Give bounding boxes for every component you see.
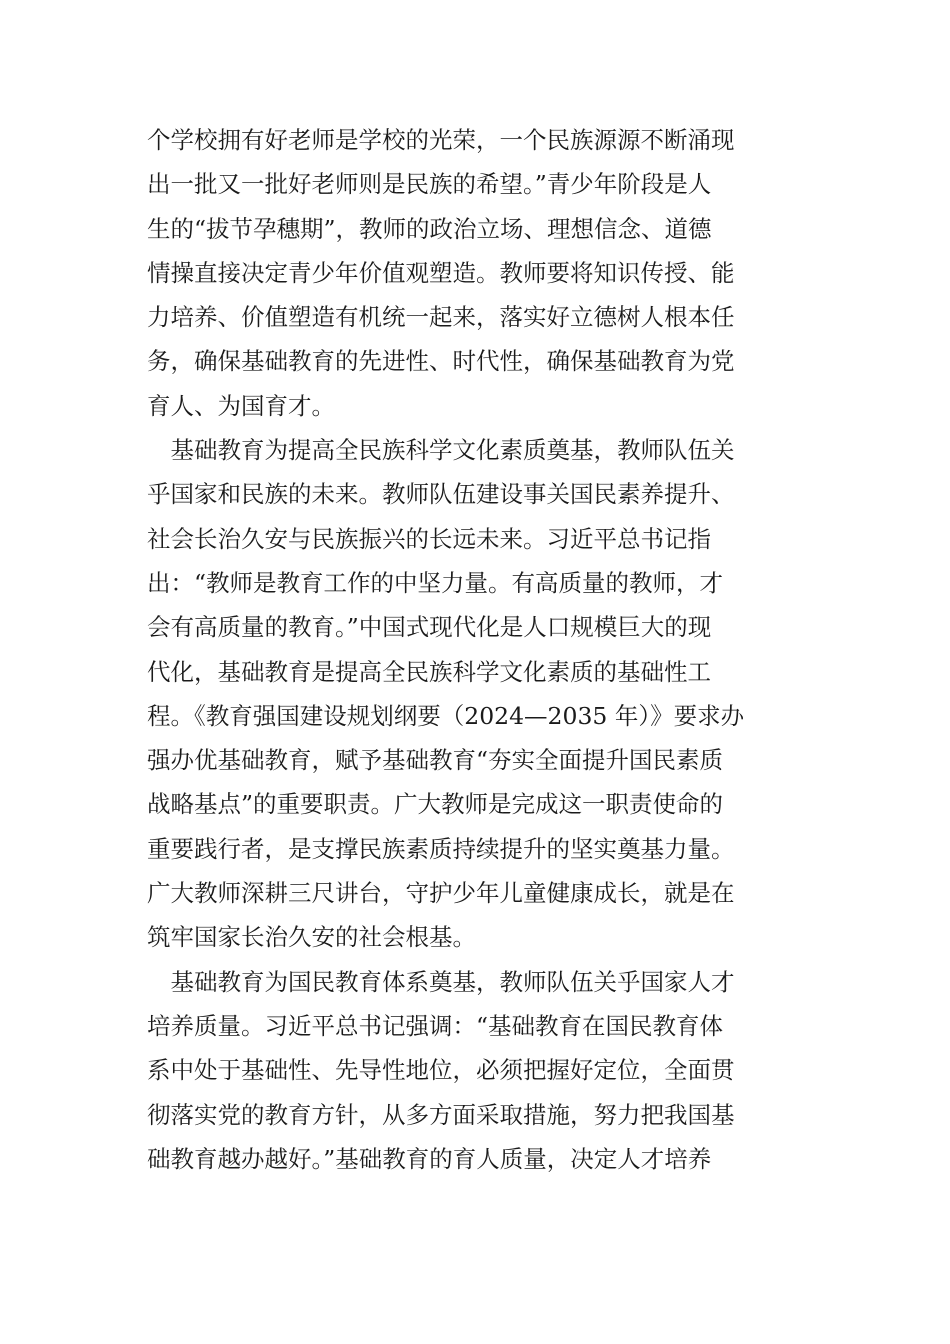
text-line: 力培养、价值塑造有机统一起来，落实好立德树人根本任 (147, 303, 735, 332)
text-line: 乎国家和民族的未来。教师队伍建设事关国民素养提升、 (147, 480, 735, 509)
text-line: 务，确保基础教育的先进性、时代性，确保基础教育为党 (147, 347, 735, 376)
paragraph-start-line: 基础教育为国民教育体系奠基，教师队伍关乎国家人才 (147, 967, 735, 996)
text-line: 重要践行者，是支撑民族素质持续提升的坚实奠基力量。 (147, 834, 735, 863)
text-line: 广大教师深耕三尺讲台，守护少年儿童健康成长，就是在 (147, 879, 735, 908)
text-line: 础教育越办越好。”基础教育的育人质量，决定人才培养 (147, 1144, 712, 1173)
text-line: 育人、为国育才。 (147, 391, 335, 420)
text-line: 程。《教育强国建设规划纲要（2024—2035 年）》要求办 (147, 701, 745, 730)
text-line: 会有高质量的教育。”中国式现代化是人口规模巨大的现 (147, 613, 712, 642)
text-line: 彻落实党的教育方针，从多方面采取措施，努力把我国基 (147, 1100, 735, 1129)
text-line: 筑牢国家长治久安的社会根基。 (147, 923, 476, 952)
text-line: 生的“拔节孕穗期”，教师的政治立场、理想信念、道德 (147, 214, 712, 243)
text-line: 出一批又一批好老师则是民族的希望。”青少年阶段是人 (147, 170, 712, 199)
text-line: 社会长治久安与民族振兴的长远未来。习近平总书记指 (147, 524, 711, 553)
text-line: 情操直接决定青少年价值观塑造。教师要将知识传授、能 (147, 258, 735, 287)
text-line: 代化，基础教育是提高全民族科学文化素质的基础性工 (147, 657, 711, 686)
text-line: 个学校拥有好老师是学校的光荣，一个民族源源不断涌现 (147, 126, 735, 154)
body-text (147, 118, 787, 1181)
text-line: 培养质量。习近平总书记强调：“基础教育在国民教育体 (147, 1011, 724, 1040)
paragraph-start-line: 基础教育为提高全民族科学文化素质奠基，教师队伍关 (147, 436, 735, 465)
text-line: 出：“教师是教育工作的中坚力量。有高质量的教师，才 (147, 568, 724, 597)
text-line: 强办优基础教育，赋予基础教育“夯实全面提升国民素质 (147, 746, 724, 775)
text-line: 战略基点”的重要职责。广大教师是完成这一职责使命的 (147, 790, 724, 819)
text-line: 系中处于基础性、先导性地位，必须把握好定位，全面贯 (147, 1056, 735, 1085)
